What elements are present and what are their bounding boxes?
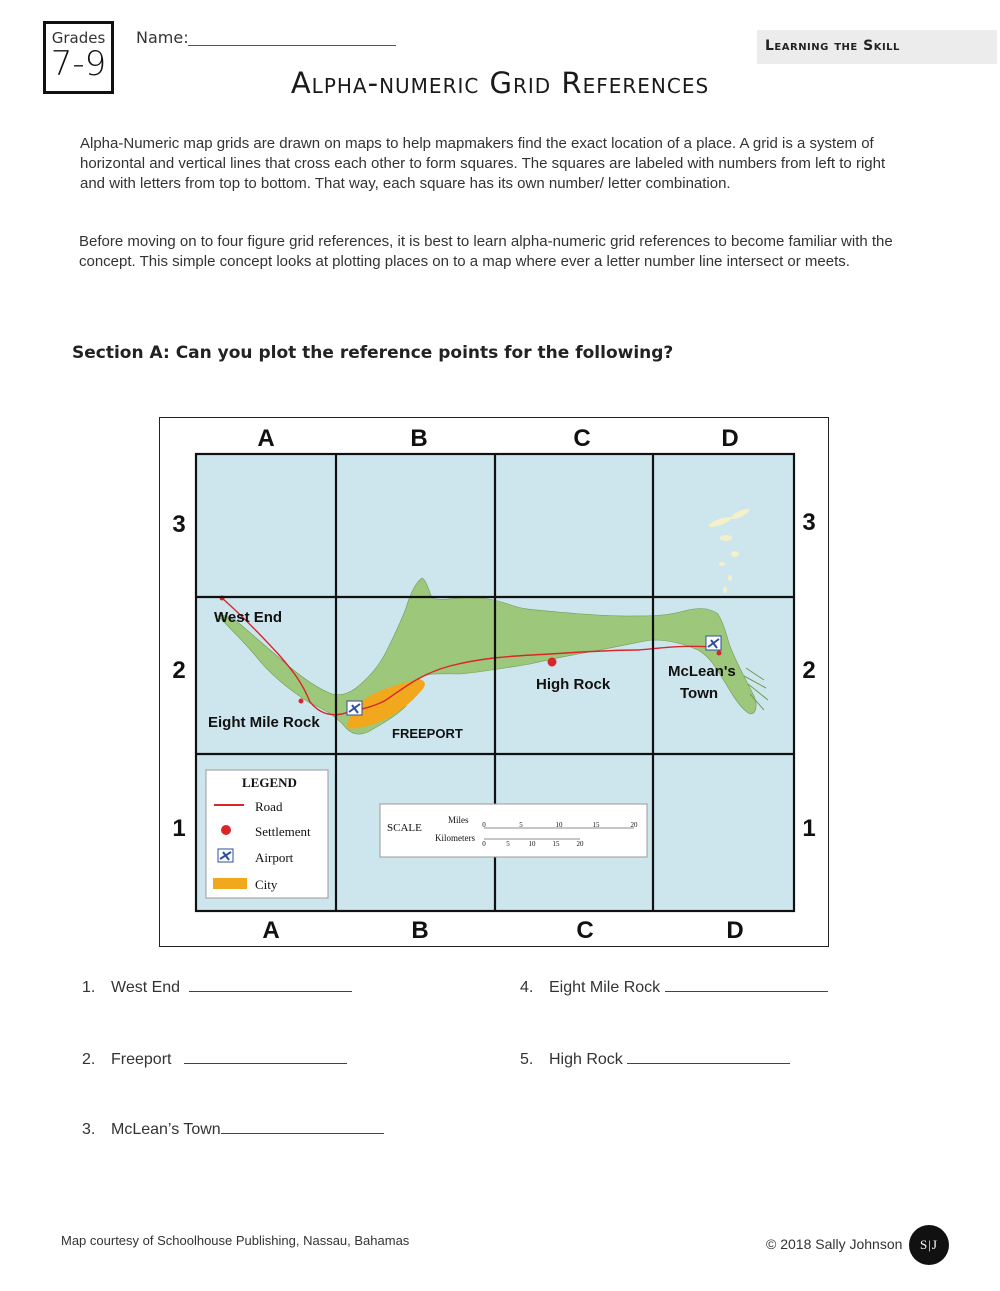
eight-mile-rock-settlement-marker — [299, 699, 304, 704]
mcleans-town-label-line1: McLean's — [668, 663, 736, 680]
row-label-right-2: 2 — [802, 657, 816, 684]
legend-title: LEGEND — [242, 775, 297, 790]
question-number: 3. — [82, 1121, 96, 1138]
scale-km-tick-20: 20 — [576, 840, 584, 848]
column-label-top-d: D — [721, 425, 739, 452]
page-title — [0, 66, 1000, 100]
grid-map — [160, 418, 828, 946]
map-scale — [380, 804, 647, 857]
question-1 — [82, 979, 352, 997]
legend-city-swatch — [213, 878, 247, 889]
scale-miles-tick-20: 20 — [630, 821, 638, 829]
column-label-top-a: A — [257, 425, 275, 452]
question-text: High Rock — [549, 1051, 623, 1068]
question-text: Freeport — [111, 1051, 172, 1068]
question-number: 2. — [82, 1051, 96, 1068]
legend-settlement-swatch — [221, 825, 231, 835]
freeport-airport-icon — [347, 701, 362, 715]
page-title-text: Alpha-numeric Grid References — [290, 66, 710, 100]
answer-blank-2[interactable] — [184, 1063, 347, 1064]
scale-km-tick-5: 5 — [506, 840, 510, 848]
legend-city-label: City — [255, 877, 278, 892]
freeport-label: FREEPORT — [392, 726, 463, 741]
row-label-left-1: 1 — [172, 815, 186, 842]
scale-km-tick-10: 10 — [528, 840, 536, 848]
map-frame — [159, 417, 829, 947]
mcleans-airport-icon — [706, 636, 721, 650]
name-field[interactable] — [188, 45, 396, 46]
row-label-left-3: 3 — [172, 511, 186, 538]
grades-label: Grades — [51, 29, 106, 47]
question-number: 5. — [520, 1051, 534, 1068]
scale-miles-tick-10: 10 — [555, 821, 563, 829]
high-rock-label: High Rock — [536, 676, 611, 693]
map-legend — [206, 770, 328, 898]
question-number: 4. — [520, 979, 534, 996]
high-rock-settlement-marker — [548, 658, 557, 667]
scale-miles-tick-15: 15 — [592, 821, 600, 829]
answer-blank-3[interactable] — [221, 1133, 384, 1134]
question-number: 1. — [82, 979, 96, 996]
intro-paragraph-1: Alpha-Numeric map grids are drawn on maps to help mapmakers find the exact location of a place. A grid is a system of horizontal and vertical lines that cross each other to form squares. The squares are labeled with numbers from left to right and with letters from top to bottom. That way, each square has its own number/ letter combination. — [80, 135, 886, 192]
copyright: © 2018 Sally Johnson — [766, 1236, 903, 1252]
row-label-right-3: 3 — [802, 509, 816, 536]
mcleans-town-settlement-marker — [717, 651, 722, 656]
legend-settlement-label: Settlement — [255, 824, 311, 839]
scale-km-tick-0: 0 — [482, 840, 486, 848]
scale-label: SCALE — [387, 822, 422, 834]
scale-miles-tick-5: 5 — [519, 821, 523, 829]
eight-mile-rock-label: Eight Mile Rock — [208, 714, 320, 731]
question-text: West End — [111, 979, 181, 996]
question-text: McLean’s Town — [111, 1121, 221, 1138]
scale-miles-label: Miles — [448, 815, 469, 825]
question-2 — [82, 1051, 347, 1069]
answer-blank-4[interactable] — [665, 991, 828, 992]
column-label-bottom-d: D — [726, 917, 744, 944]
scale-km-label: Kilometers — [435, 833, 475, 843]
answer-blank-5[interactable] — [627, 1063, 790, 1064]
grades-value: 7-9 — [50, 44, 107, 84]
legend-airport-icon — [218, 849, 233, 862]
skill-banner — [757, 30, 997, 64]
row-label-left-2: 2 — [172, 657, 186, 684]
column-label-bottom-b: B — [411, 917, 429, 944]
question-4 — [520, 979, 828, 997]
mcleans-town-label-line2: Town — [680, 685, 719, 702]
column-label-top-c: C — [573, 425, 591, 452]
column-label-bottom-a: A — [262, 917, 280, 944]
intro-paragraph-2: Before moving on to four figure grid references, it is best to learn alpha-numeric grid references to become familiar with the concept. This simple concept looks at plotting places on to a map where ever a letter number line intersect or meets. — [79, 233, 893, 270]
scale-miles-tick-0: 0 — [482, 821, 486, 829]
scale-km-tick-15: 15 — [552, 840, 560, 848]
map-credit: Map courtesy of Schoolhouse Publishing, Nassau, Bahamas — [61, 1233, 410, 1248]
legend-airport-label: Airport — [255, 850, 294, 865]
column-label-top-b: B — [410, 425, 428, 452]
question-5 — [520, 1051, 790, 1069]
question-text: Eight Mile Rock — [549, 979, 661, 996]
legend-road-label: Road — [255, 799, 283, 814]
answer-blank-1[interactable] — [189, 991, 352, 992]
row-label-right-1: 1 — [802, 815, 816, 842]
west-end-label: West End — [214, 609, 283, 626]
skill-label: Learning the Skill — [765, 38, 900, 54]
question-3 — [82, 1121, 384, 1139]
column-label-bottom-c: C — [576, 917, 594, 944]
name-label: Name: — [136, 28, 189, 47]
author-logo: S|J — [909, 1225, 949, 1265]
section-a-heading: Section A: Can you plot the reference points for the following? — [72, 343, 674, 363]
